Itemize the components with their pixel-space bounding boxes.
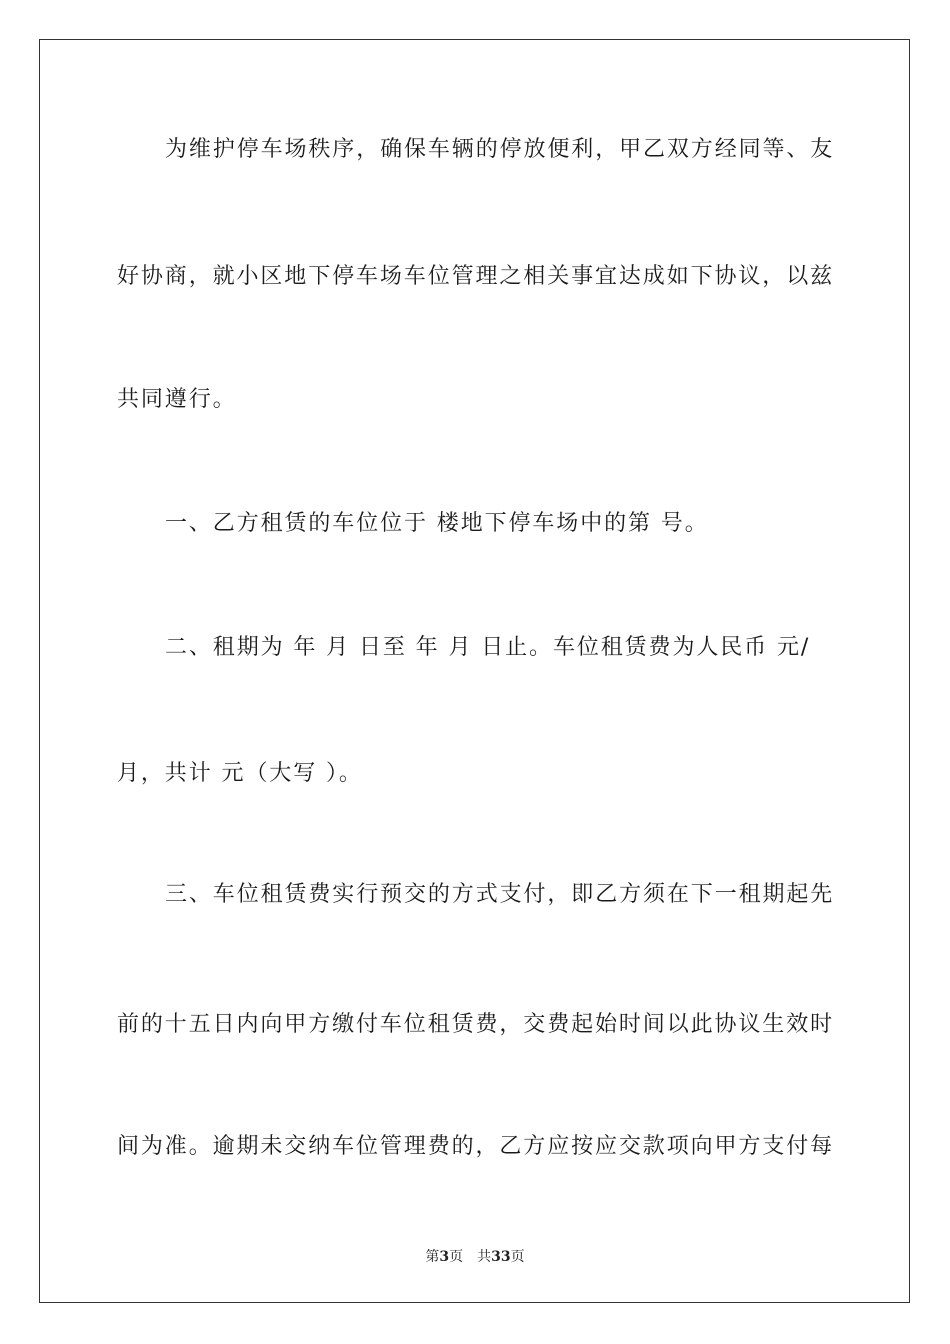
paragraph-line: 二、租期为 年 月 日至 年 月 日止。车位租赁费为人民币 元/ <box>165 635 811 660</box>
page-number: 3 <box>439 1249 450 1265</box>
paragraph-line: 月，共计 元（大写 ）。 <box>117 761 363 786</box>
total-pages: 33 <box>491 1249 511 1265</box>
page-prefix: 第 <box>425 1249 440 1265</box>
page-suffix: 页 <box>449 1249 464 1265</box>
total-prefix: 共 <box>477 1249 492 1265</box>
paragraph-line: 三、车位租赁费实行预交的方式支付，即乙方须在下一租期起先 <box>165 882 835 907</box>
paragraph-line: 一、乙方租赁的车位位于 楼地下停车场中的第 号。 <box>165 511 709 536</box>
paragraph-line: 好协商，就小区地下停车场车位管理之相关事宜达成如下协议，以兹 <box>117 264 835 289</box>
paragraph-line: 共同遵行。 <box>117 387 237 412</box>
paragraph-line: 间为准。逾期未交纳车位管理费的，乙方应按应交款项向甲方支付每 <box>117 1134 835 1159</box>
paragraph-line: 为维护停车场秩序，确保车辆的停放便利，甲乙双方经同等、友 <box>165 137 835 162</box>
page-footer <box>0 1247 950 1267</box>
page-frame <box>39 39 910 1303</box>
total-suffix: 页 <box>510 1249 525 1265</box>
paragraph-line: 前的十五日内向甲方缴付车位租赁费，交费起始时间以此协议生效时 <box>117 1012 835 1037</box>
